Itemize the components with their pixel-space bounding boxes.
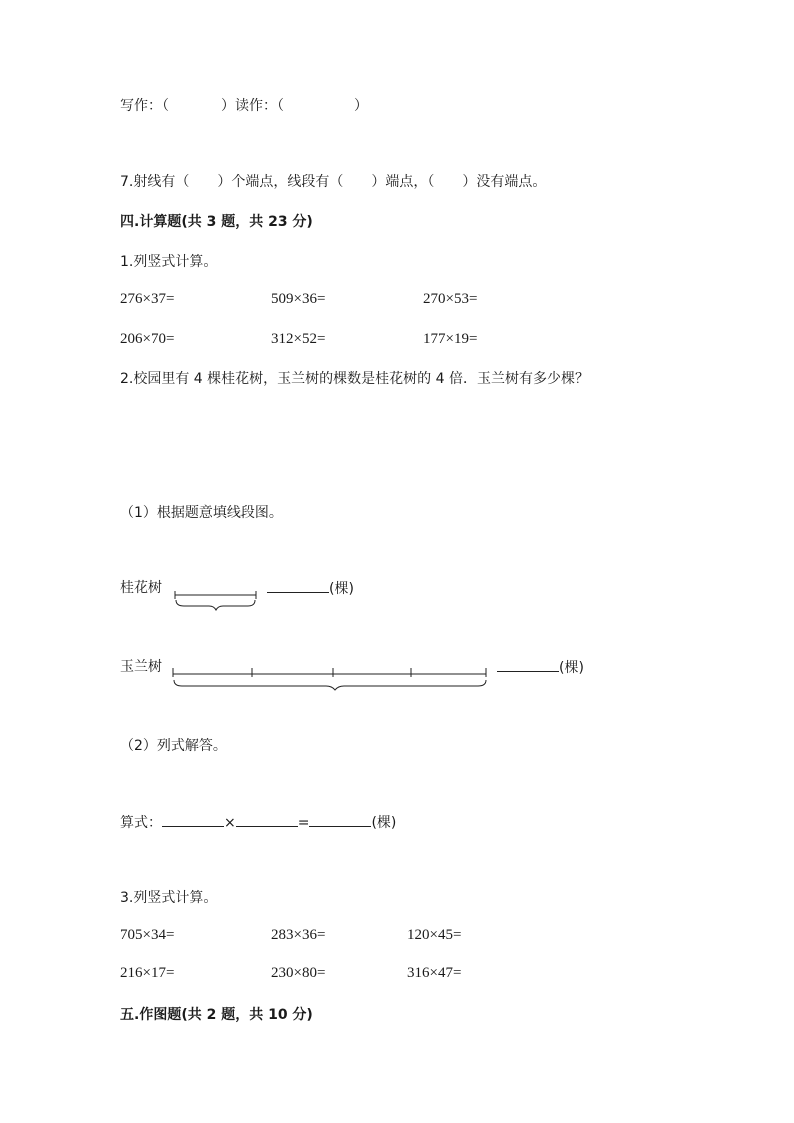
formula-blank-1[interactable] (162, 812, 224, 827)
magnolia-label: 玉兰树 (120, 659, 162, 675)
formula-blank-3[interactable] (309, 812, 371, 827)
formula-label: 算式： (120, 815, 162, 831)
q7-prefix: 7.射线有（ (120, 174, 190, 190)
read-label: ）读作：（ (221, 98, 284, 114)
c3-item: 283×36= (271, 927, 326, 943)
c1-item: 206×70= (120, 331, 175, 347)
c2-part2: （2）列式解答。 (120, 738, 227, 754)
c1-item: 177×19= (423, 331, 478, 347)
q7-mid2: ）端点，（ (371, 174, 435, 190)
c1-item: 509×36= (271, 291, 326, 307)
q7-mid1: ）个端点，线段有（ (217, 174, 344, 190)
c1-title: 1.列竖式计算。 (120, 254, 218, 270)
c2-part1: （1）根据题意填线段图。 (120, 505, 283, 521)
magnolia-brace (174, 680, 486, 690)
q7-suffix: ）没有端点。 (462, 174, 547, 190)
formula-line (120, 812, 396, 833)
c1-item: 276×37= (120, 291, 175, 307)
formula-blank-2[interactable] (236, 812, 298, 827)
formula-unit: (棵) (371, 815, 397, 831)
c1-item: 270×53= (423, 291, 478, 307)
magnolia-unit: (棵) (559, 660, 584, 676)
osmanthus-brace (176, 600, 255, 610)
osmanthus-label: 桂花树 (120, 580, 162, 596)
osmanthus-unit: (棵) (329, 581, 354, 597)
times-sign: × (224, 815, 236, 831)
c1-item: 312×52= (271, 331, 326, 347)
equals-sign: = (297, 815, 310, 831)
c3-item: 230×80= (271, 965, 326, 981)
c3-title: 3.列竖式计算。 (120, 890, 218, 906)
c3-item: 316×47= (407, 965, 462, 981)
c3-item: 705×34= (120, 927, 175, 943)
write-label: 写作：（ (120, 98, 169, 114)
c3-item: 120×45= (407, 927, 462, 943)
c2-question: 2.校园里有 4 棵桂花树，玉兰树的棵数是桂花树的 4 倍．玉兰树有多少棵？ (120, 371, 589, 387)
c3-item: 216×17= (120, 965, 175, 981)
read-close: ） (354, 98, 368, 114)
section-4-title: 四.计算题(共 3 题，共 23 分) (120, 214, 313, 230)
section-5-title: 五.作图题(共 2 题，共 10 分) (120, 1007, 313, 1023)
